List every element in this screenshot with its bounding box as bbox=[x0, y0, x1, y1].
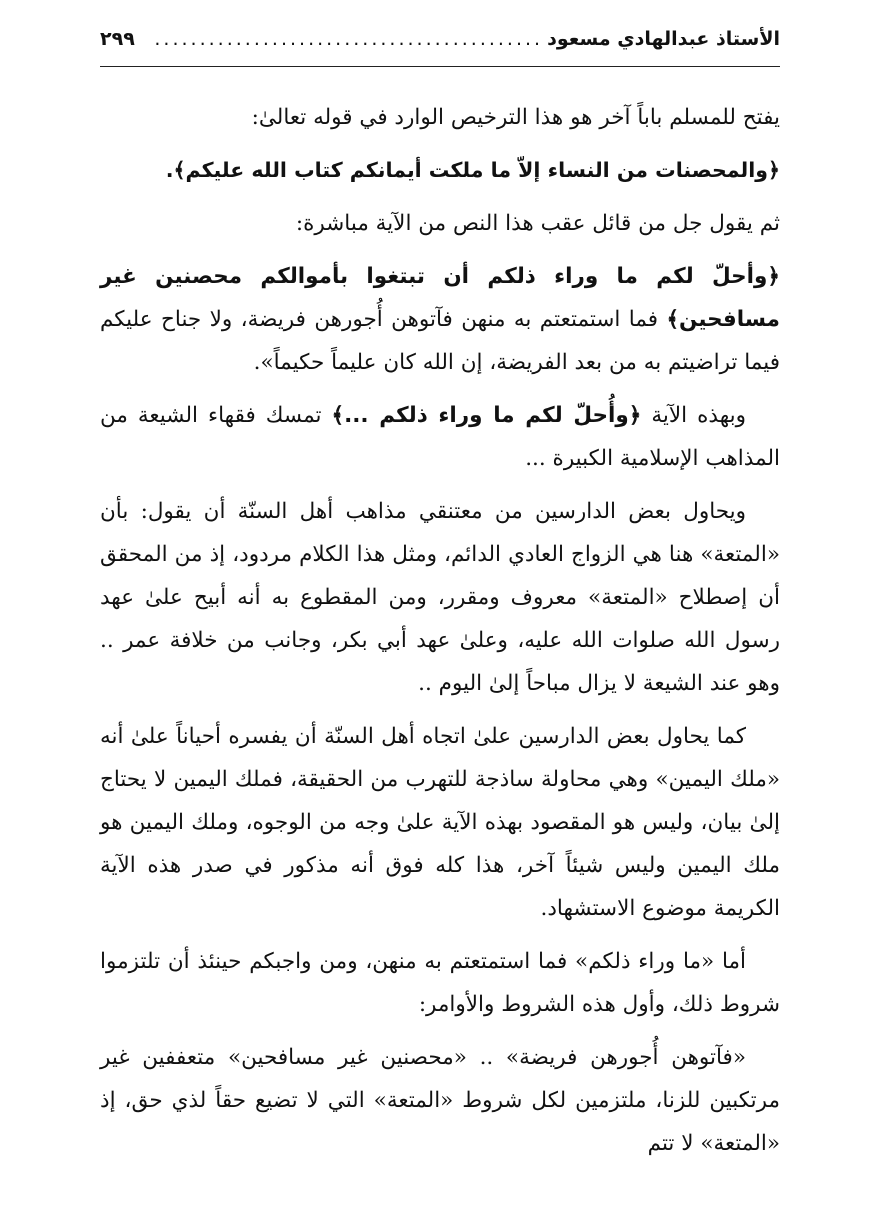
paragraph-5-after: تمسك فقهاء الشيعة من المذاهب الإسلامية الكبيرة ... bbox=[100, 403, 780, 471]
page-number: ٢٩٩ bbox=[100, 28, 135, 50]
header-author: الأستاذ عبدالهادي مسعود bbox=[547, 28, 780, 50]
paragraph-sunni-argument: ويحاول بعض الدارسين من معتنقي مذاهب أهل السنّة أن يقول: بأن «المتعة» هنا هي الزواج العادي الدائم، ومثل هذا الكلام مردود، إذ من المحقق أن إصطلاح «المتعة» معروف ومقرر، ومن المقطوع به أنه أبيح علىٰ عهد رسول الله صلوات الله عليه، وعلىٰ عهد أبي بكر، وجانب من خلافة عمر .. وهو عند الشيعة لا يزال مباحاً إلىٰ اليوم .. bbox=[100, 499, 780, 696]
paragraph-final: «فآتوهن أُجورهن فريضة» .. «محصنين غير مسافحين» متعففين غير مرتكبين للزنا، ملتزمين لكل شروط «المتعة» التي لا تضيع حقاً لذي حق، إذ «المتعة» لا تتم bbox=[100, 1045, 780, 1156]
header-divider bbox=[100, 66, 780, 67]
quran-verse-1: ﴿والمحصنات من النساء إلاّ ما ملكت أيمانكم كتاب الله عليكم﴾. bbox=[165, 158, 780, 182]
paragraph-conditions: أما «ما وراء ذلكم» فما استمتعتم به منهن، ومن واجبكم حينئذ أن تلتزموا شروط ذلك، وأول هذه الشروط والأوامر: bbox=[100, 949, 780, 1017]
paragraph-shia-jurists bbox=[100, 394, 780, 480]
paragraph-milk-yamin: كما يحاول بعض الدارسين علىٰ اتجاه أهل السنّة أن يفسره أحياناً علىٰ أنه «ملك اليمين» وهي محاولة ساذجة للتهرب من الحقيقة، فملك اليمين لا يحتاج إلىٰ بيان، وليس هو المقصود بهذه الآية علىٰ وجه من الوجوه، وملك اليمين هو ملك اليمين وليس شيئاً آخر، هذا كله فوق أنه مذكور في صدر هذه الآية الكريمة موضوع الاستشهاد. bbox=[100, 724, 780, 921]
page-body bbox=[100, 96, 780, 1175]
quran-verse-3: ﴿وأُحلّ لكم ما وراء ذلكم ...﴾ bbox=[331, 403, 642, 428]
quran-verse-2: ﴿وأحلّ لكم ما وراء ذلكم أن تبتغوا بأموالكم محصنين غير مسافحين﴾ bbox=[100, 264, 780, 332]
paragraph-verse-2 bbox=[100, 255, 780, 384]
verse-2-continuation: فما استمتعتم به منهن فآتوهن أُجورهن فريضة، ولا جناح عليكم فيما تراضيتم به من بعد الفريضة، إن الله كان عليماً حكيماً». bbox=[100, 307, 780, 375]
header-leader-dots: ........................................... bbox=[154, 28, 544, 50]
paragraph-intro: يفتح للمسلم باباً آخر هو هذا الترخيص الوارد في قوله تعالىٰ: bbox=[251, 105, 780, 130]
running-header bbox=[100, 28, 780, 62]
paragraph-5-before: وبهذه الآية bbox=[641, 403, 746, 428]
paragraph-transition: ثم يقول جل من قائل عقب هذا النص من الآية مباشرة: bbox=[295, 211, 780, 236]
